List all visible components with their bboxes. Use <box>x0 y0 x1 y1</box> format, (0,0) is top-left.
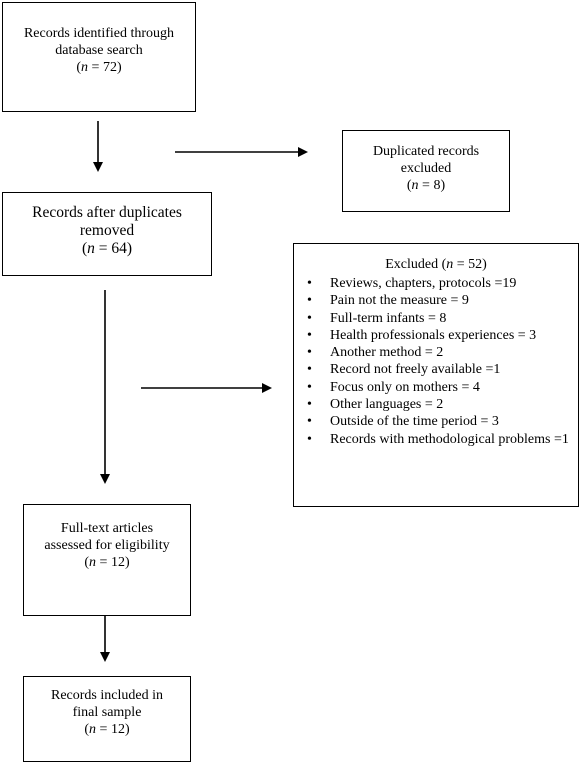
records-after-duplicates-box <box>2 192 212 276</box>
after-dup-line-2: removed <box>79 222 135 239</box>
bullet-icon: • <box>307 276 312 291</box>
after-dup-count: (n = 64) <box>81 240 133 257</box>
bullet-icon: • <box>307 362 312 378</box>
exclusion-reason: • Another method = 2 <box>307 345 444 361</box>
duplicated-records-box <box>342 130 510 212</box>
bullet-icon: • <box>307 431 312 447</box>
bullet-icon: • <box>307 414 312 430</box>
excluded-title: Excluded (n = 52) <box>385 257 487 272</box>
excluded-records-box <box>293 243 579 507</box>
fulltext-line-2: assessed for eligibility <box>44 538 170 553</box>
duplicated-count: (n = 8) <box>406 178 446 193</box>
bullet-icon: • <box>307 397 312 413</box>
exclusion-reason: • Record not freely available =1 <box>307 362 501 378</box>
exclusion-reason: • Focus only on mothers = 4 <box>307 379 480 395</box>
bullet-icon: • <box>307 345 312 361</box>
identified-line-2: database search <box>55 43 143 58</box>
bullet-icon: • <box>307 310 312 326</box>
fulltext-line-1: Full-text articles <box>60 521 154 536</box>
bullet-icon: • <box>307 379 312 395</box>
exclusion-reason: • Other languages = 2 <box>307 397 444 413</box>
included-line-2: final sample <box>72 705 142 720</box>
exclusion-reason: • Records with methodological problems =1 <box>307 431 569 447</box>
fulltext-assessed-box <box>23 504 191 616</box>
exclusion-reasons-list <box>294 275 578 448</box>
duplicated-line-1: Duplicated records <box>372 144 480 159</box>
fulltext-count: (n = 12) <box>84 555 130 570</box>
exclusion-reason: • Pain not the measure = 9 <box>307 293 469 309</box>
exclusion-reason: • Reviews, chapters, protocols =19 <box>307 276 517 291</box>
identified-count: (n = 72) <box>76 60 122 75</box>
after-dup-line-1: Records after duplicates <box>32 204 182 221</box>
duplicated-line-2: excluded <box>400 161 452 176</box>
records-included-box <box>23 676 191 762</box>
bullet-icon: • <box>307 327 312 343</box>
included-count: (n = 12) <box>84 722 130 737</box>
exclusion-reason: • Outside of the time period = 3 <box>307 414 499 430</box>
exclusion-reason: • Health professionals experiences = 3 <box>307 327 537 343</box>
identified-line-1: Records identified through <box>23 26 175 41</box>
records-identified-box <box>2 2 196 112</box>
included-line-1: Records included in <box>51 688 163 703</box>
bullet-icon: • <box>307 293 312 309</box>
exclusion-reason: • Full-term infants = 8 <box>307 310 447 326</box>
